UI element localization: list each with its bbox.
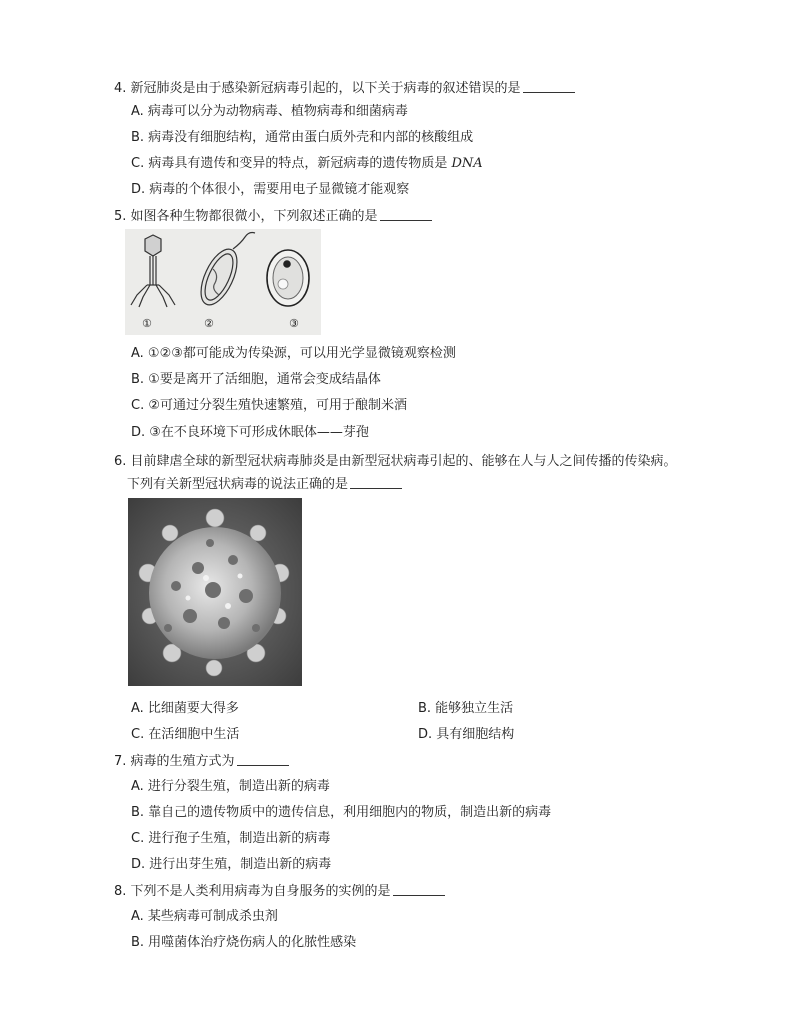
- q7-option-c: C. 进行孢子生殖，制造出新的病毒: [131, 831, 331, 846]
- microorganisms-drawing: [125, 229, 321, 335]
- question-6-stem-line1: 6. 目前肆虐全球的新型冠状病毒肺炎是由新型冠状病毒引起的、能够在人与人之间传播的传染病。: [114, 454, 677, 469]
- q4-option-c: C. 病毒具有遗传和变异的特点，新冠病毒的遗传物质是 DNA: [131, 156, 483, 171]
- coronavirus-drawing: [128, 498, 302, 686]
- q5-option-d: D. ③在不良环境下可形成休眠体——芽孢: [131, 425, 369, 440]
- q5-option-c: C. ②可通过分裂生殖快速繁殖，可用于酿制米酒: [131, 398, 407, 413]
- answer-blank: [380, 208, 432, 221]
- q7-option-a: A. 进行分裂生殖，制造出新的病毒: [131, 779, 330, 794]
- figure-label-1: ①: [142, 317, 152, 330]
- question-5-stem: 5. 如图各种生物都很微小，下列叙述正确的是: [114, 205, 432, 224]
- figure-label-3: ③: [289, 317, 299, 330]
- bacteriophage-drawing: [131, 235, 175, 307]
- yeast-cell-drawing: [267, 250, 309, 306]
- answer-blank: [350, 476, 402, 489]
- question-4-stem: 4. 新冠肺炎是由于感染新冠病毒引起的，以下关于病毒的叙述错误的是: [114, 77, 575, 96]
- q5-option-b: B. ①要是离开了活细胞，通常会变成结晶体: [131, 372, 381, 387]
- dna-term: DNA: [451, 156, 483, 171]
- figure-label-2: ②: [204, 317, 214, 330]
- question-7-stem: 7. 病毒的生殖方式为: [114, 750, 289, 769]
- q8-option-b: B. 用噬菌体治疗烧伤病人的化脓性感染: [131, 935, 357, 950]
- q7-option-b: B. 靠自己的遗传物质中的遗传信息，利用细胞内的物质，制造出新的病毒: [131, 805, 552, 820]
- q4-option-a: A. 病毒可以分为动物病毒、植物病毒和细菌病毒: [131, 104, 408, 119]
- q8-option-a: A. 某些病毒可制成杀虫剂: [131, 909, 278, 924]
- question-8-stem: 8. 下列不是人类利用病毒为自身服务的实例的是: [114, 880, 445, 899]
- q6-option-c: C. 在活细胞中生活: [131, 727, 240, 742]
- answer-blank: [393, 883, 445, 896]
- answer-blank: [237, 753, 289, 766]
- answer-blank: [523, 80, 575, 93]
- coronavirus-figure: [128, 498, 302, 686]
- q6-option-b: B. 能够独立生活: [418, 701, 514, 716]
- q5-option-a: A. ①②③都可能成为传染源，可以用光学显微镜观察检测: [131, 346, 456, 361]
- q4-option-b: B. 病毒没有细胞结构，通常由蛋白质外壳和内部的核酸组成: [131, 130, 474, 145]
- bacterium-drawing: [194, 233, 255, 311]
- q6-option-a: A. 比细菌要大得多: [131, 701, 239, 716]
- microorganisms-figure: [125, 229, 321, 335]
- q4-option-d: D. 病毒的个体很小，需要用电子显微镜才能观察: [131, 182, 410, 197]
- question-6-stem-line2: 下列有关新型冠状病毒的说法正确的是: [127, 473, 402, 492]
- q6-option-d: D. 具有细胞结构: [418, 727, 515, 742]
- q7-option-d: D. 进行出芽生殖，制造出新的病毒: [131, 857, 332, 872]
